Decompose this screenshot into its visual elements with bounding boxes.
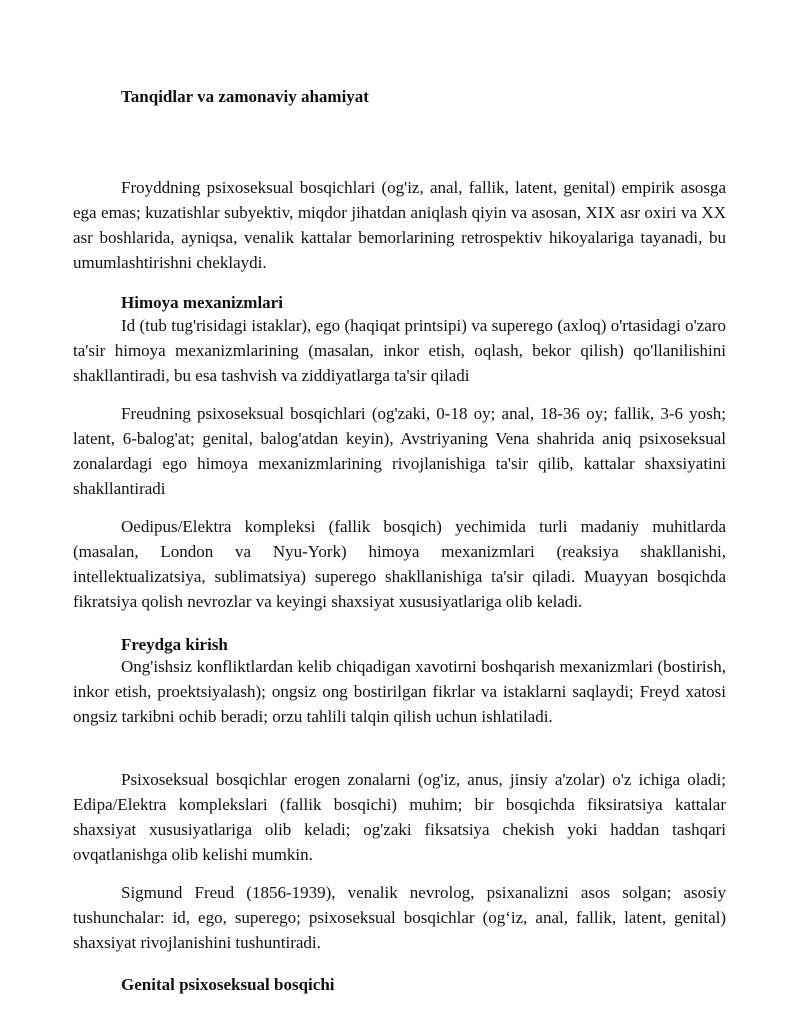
paragraph-erogenous-zones: Psixoseksual bosqichlar erogen zonalarni (og'iz, anus, jinsiy a'zolar) o'z ichiga oladi; Edipa/Elektra komplekslari (fallik bosqichi) muhim; bir bosqichda fiksiratsiya kattalar shaxsiyat xususiyatlariga olib keladi; og'zaki fiksatsiya chekish yoki haddan tashqari ovqatlanishga olib kelishi mumkin. bbox=[73, 770, 726, 864]
paragraph-oedipus-complex: Oedipus/Elektra kompleksi (fallik bosqich) yechimida turli madaniy muhitlarda (masalan, London va Nyu-York) himoya mexanizmlari (reaksiya shakllanishi, intellektualizatsiya, sublimatsiya) superego shakllanishiga ta'sir qiladi. Muayyan bosqichda fikratsiya qolish nevrozlar va keyingi shaxsiyat xususiyatlariga olib keladi. bbox=[73, 517, 726, 611]
heading-defense-mechanisms: Himoya mexanizmlari bbox=[121, 293, 283, 312]
paragraph-psychosexual-stages: Freudning psixoseksual bosqichlari (og'zaki, 0-18 oy; anal, 18-36 oy; fallik, 3-6 yosh; latent, 6-balog'at; genital, balog'atdan keyin), Avstriyaning Vena shahrida aniq psixoseksual zonalardagi ego himoya mexanizmlarining rivojlanishiga ta'sir qilib, kattalar shaxsiyatini shakllantiradi bbox=[73, 404, 726, 498]
paragraph-criticism: Froyddning psixoseksual bosqichlari (og'iz, anal, fallik, latent, genital) empirik asosga ega emas; kuzatishlar subyektiv, miqdor jihatdan aniqlash qiyin va asosan, XIX asr oxiri va XX asr boshlarida, ayniqsa, venalik kattalar bemorlarining retrospektiv hikoyalariga tayanadi, bu umumlashtirishni cheklaydi. bbox=[73, 178, 726, 272]
paragraph-sigmund-freud: Sigmund Freud (1856-1939), venalik nevrolog, psixanalizni asos solgan; asosiy tushunchalar: id, ego, superego; psixoseksual bosqichlar (og‘iz, anal, fallik, latent, genital) shaxsiyat rivojlanishini tushuntiradi. bbox=[73, 883, 726, 952]
document-title: Tanqidlar va zamonaviy ahamiyat bbox=[121, 87, 369, 106]
heading-genital-stage: Genital psixoseksual bosqichi bbox=[121, 975, 335, 994]
paragraph-id-ego-superego: Id (tub tug'risidagi istaklar), ego (haqiqat printsipi) va superego (axloq) o'rtasidagi o'zaro ta'sir himoya mexanizmlarining (masalan, inkor etish, oqlash, bekor qilish) qo'llanilishini shakllantiradi, bu esa tashvish va ziddiyatlarga ta'sir qiladi bbox=[73, 316, 726, 385]
paragraph-unconscious-conflicts: Ong'ishsiz konfliktlardan kelib chiqadigan xavotirni boshqarish mexanizmlari (bostirish, inkor etish, proektsiyalash); ongsiz ong bostirilgan fikrlar va istaklarni saqlaydi; Freyd xatosi ongsiz tarkibni ochib beradi; orzu tahlili talqin qilish uchun ishlatiladi. bbox=[73, 657, 726, 726]
heading-intro-freud: Freydga kirish bbox=[121, 635, 228, 654]
